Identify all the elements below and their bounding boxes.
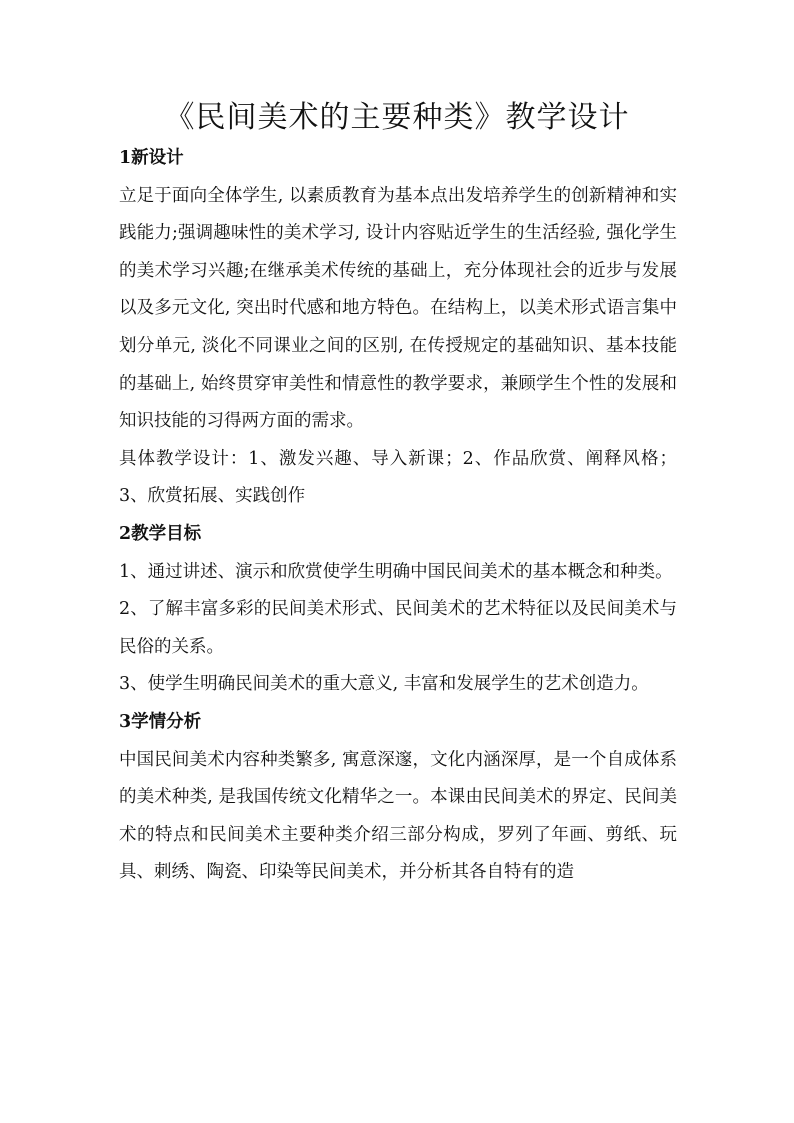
document-title: 《民间美术的主要种类》教学设计 [164, 100, 630, 135]
section-heading-analysis: 3学情分析 [119, 711, 202, 732]
objective-item-1: 1、通过讲述、演示和欣赏使学生明确中国民间美术的基本概念和种类。 [119, 561, 673, 582]
paragraph-design-steps: 具体教学设计：1、激发兴趣、导入新课；2、作品欣赏、阐释风格；3、欣赏拓展、实践创作 [119, 448, 677, 507]
objective-item-3: 3、使学生明确民间美术的重大意义, 丰富和发展学生的艺术创造力。 [119, 674, 649, 695]
paragraph-analysis: 中国民间美术内容种类繁多, 寓意深邃，文化内涵深厚，是一个自成体系的美术种类, 是我国传统文化精华之一。本课由民间美术的界定、民间美术的特点和民间美术主要种类介绍三部分构成，罗列了年画、剪纸、玩具、刺绣、陶瓷、印染等民间美术，并分析其各自特有的造 [119, 749, 677, 883]
objective-item-2: 2、了解丰富多彩的民间美术形式、民间美术的艺术特征以及民间美术与民俗的关系。 [119, 599, 677, 657]
section-heading-design: 1新设计 [119, 148, 184, 168]
paragraph-design-intro: 立足于面向全体学生, 以素质教育为基本点出发培养学生的创新精神和实践能力;强调趣味性的美术学习, 设计内容贴近学生的生活经验, 强化学生的美术学习兴趣;在继承美术传统的基础上，充分体现社会的近步与发展以及多元文化, 突出时代感和地方特色。在结构上，以美术形式语言集中划分单元, 淡化不同课业之间的区别, 在传授规定的基础知识、基本技能的基础上, 始终贯穿审美性和情意性的教学要求，兼顾学生个性的发展和知识技能的习得两方面的需求。 [119, 185, 677, 432]
section-heading-objectives: 2教学目标 [119, 523, 202, 544]
document-body [119, 140, 677, 892]
